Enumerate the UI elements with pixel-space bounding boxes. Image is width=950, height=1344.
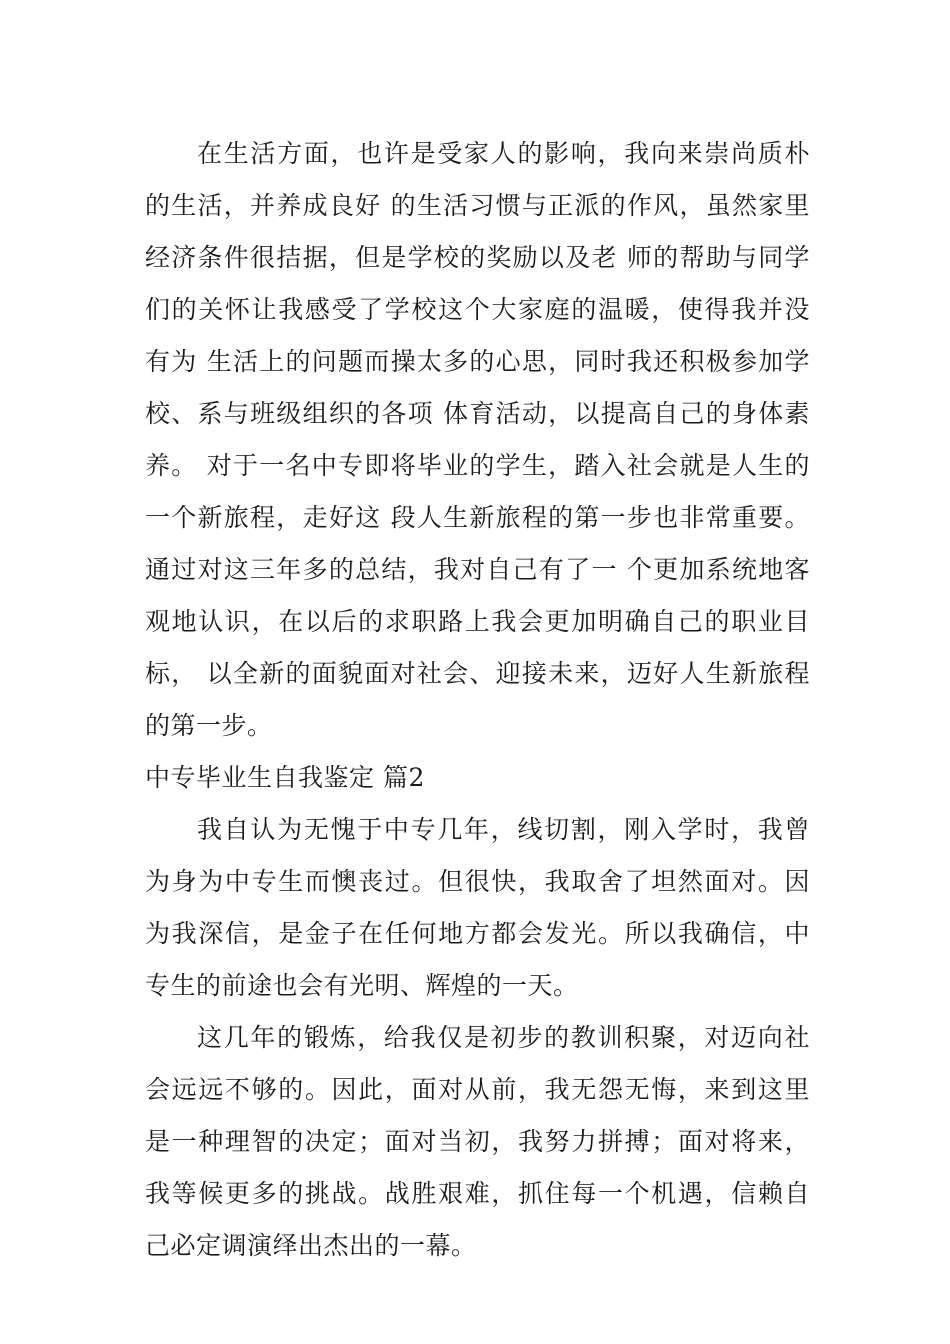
text-line: 校、系与班级组织的各项 体育活动，以提高自己的身体素 <box>145 399 810 428</box>
text-line: 的生活，并养成良好 的生活习惯与正派的作风，虽然家里 <box>145 191 810 220</box>
text-line: 我等候更多的挑战。战胜艰难，抓住每一个机遇，信赖自 <box>145 1179 810 1208</box>
text-line: 经济条件很拮据，但是学校的奖励以及老 师的帮助与同学 <box>145 243 810 272</box>
text-line: 在生活方面，也许是受家人的影响，我向来崇尚质朴 <box>197 139 810 168</box>
text-line: 观地认识，在以后的求职路上我会更加明确自己的职业目 <box>145 607 810 636</box>
text-line: 的第一步。 <box>145 711 273 740</box>
text-line: 专生的前途也会有光明、辉煌的一天。 <box>145 971 579 1000</box>
document-body <box>145 128 810 1272</box>
paragraph-life <box>145 128 810 752</box>
text-line: 会远远不够的。因此，面对从前，我无怨无悔，来到这里 <box>145 1075 810 1104</box>
text-line: 是一种理智的决定；面对当初，我努力拼搏；面对将来， <box>145 1127 810 1156</box>
text-line: 为我深信，是金子在任何地方都会发光。所以我确信，中 <box>145 919 810 948</box>
text-line: 我自认为无愧于中专几年，线切割，刚入学时，我曾 <box>197 815 810 844</box>
text-line: 为身为中专生而懊丧过。但很快，我取舍了坦然面对。因 <box>145 867 810 896</box>
text-line: 们的关怀让我感受了学校这个大家庭的温暖，使得我并没 <box>145 295 810 324</box>
paragraph-self-assessment <box>145 804 810 1012</box>
paragraph-future <box>145 1012 810 1272</box>
text-line: 通过对这三年多的总结，我对自己有了一 个更加系统地客 <box>145 555 810 584</box>
text-line: 有为 生活上的问题而操太多的心思，同时我还积极参加学 <box>145 347 810 376</box>
text-line: 己必定调演绎出杰出的一幕。 <box>145 1231 477 1260</box>
text-line: 标， 以全新的面貌面对社会、迎接未来，迈好人生新旅程 <box>145 659 810 688</box>
text-line: 一个新旅程，走好这 段人生新旅程的第一步也非常重要。 <box>145 503 810 532</box>
text-line: 这几年的锻炼，给我仅是初步的教训积聚，对迈向社 <box>197 1023 810 1052</box>
text-line: 养。 对于一名中专即将毕业的学生，踏入社会就是人生的 <box>145 451 810 480</box>
section-heading: 中专毕业生自我鉴定 篇2 <box>145 763 425 792</box>
